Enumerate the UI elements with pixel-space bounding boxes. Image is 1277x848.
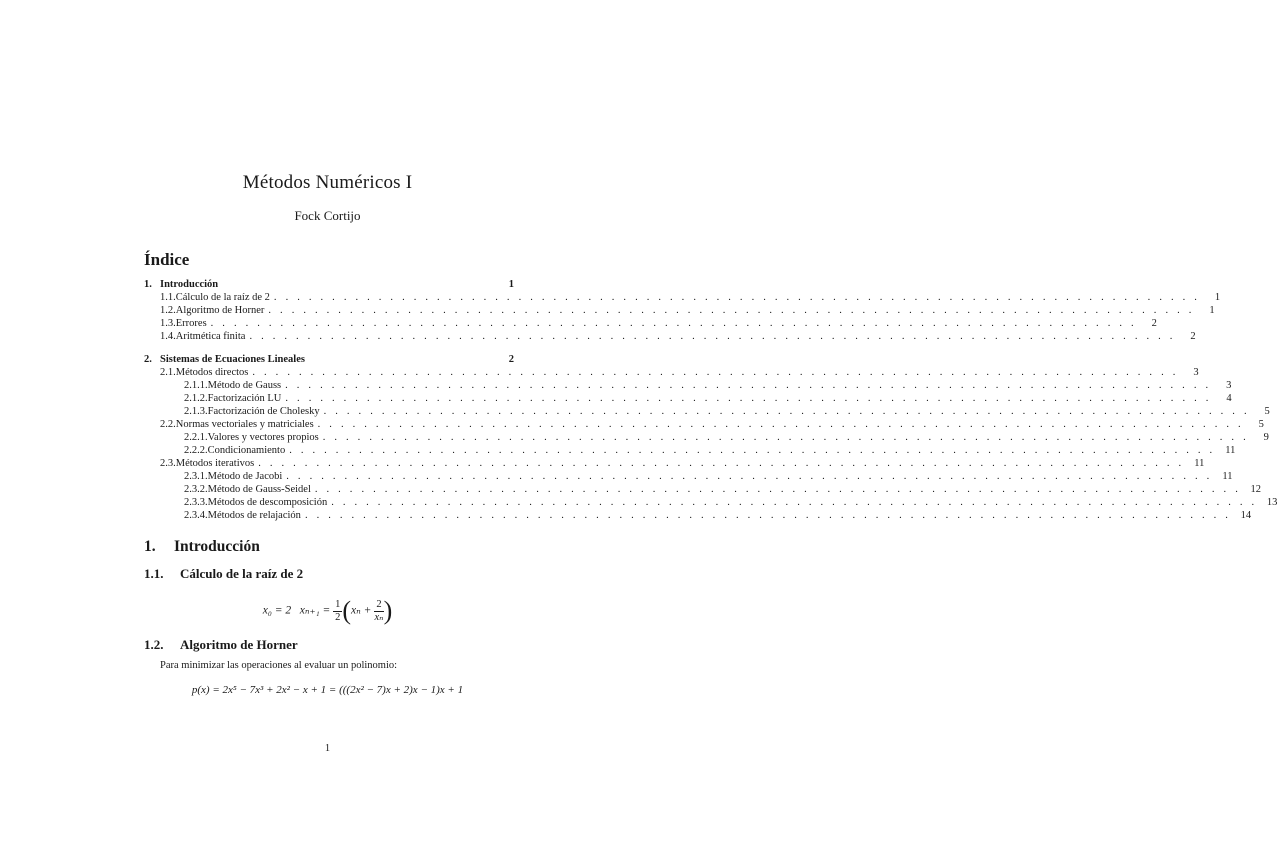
toc-leader-dots: . . . . . . . . . . . . . . . . . . . . . . . . . . . . . . . . . . . . . . . . . . . . . . . . . . . . . . . . . . . . . . . . . . . . . . . . . . . . . . . . (252, 367, 1179, 378)
toc-entry-title: Introducción (160, 279, 219, 290)
toc-entry-page: 2 (508, 354, 514, 365)
toc-entry-title: Métodos de descomposición (207, 497, 328, 508)
section-heading (144, 538, 260, 556)
toc-entry-page: 5 (1264, 406, 1270, 417)
toc-entry-number: 2.3. (160, 458, 176, 469)
toc-entry-title: Condicionamiento (207, 445, 286, 456)
fraction-denominator: 2 (335, 611, 341, 623)
toc-entry[interactable] (144, 418, 1264, 431)
toc-entry[interactable] (144, 379, 1232, 392)
toc-leader-dots: . . . . . . . . . . . . . . . . . . . . . . . . . . . . . . . . . . . . . . . . . . . . . . . . . . . . . . . . . . . . . . . . . . . . . . . . . . . . . . . . (323, 406, 1250, 417)
toc-leader-dots: . . . . . . . . . . . . . . . . . . . . . . . . . . . . . . . . . . . . . . . . . . . . . . . . . . . . . . . . . . . . . . . . . . . . . . . . . . . . . . . . (286, 471, 1213, 482)
fraction-two-over-xn (374, 599, 383, 624)
toc-leader-dots: . . . . . . . . . . . . . . . . . . . . . . . . . . . . . . . . . . . . . . . . . . . . . . . . . . . . . . . . . . . . . . . . . . . . . . . . . . . . . . . . (268, 305, 1195, 316)
toc-entry-title: Sistemas de Ecuaciones Lineales (160, 354, 305, 365)
toc-entry-page: 11 (1222, 471, 1233, 482)
toc-entry-number: 2.2.2. (184, 445, 208, 456)
subsection-number: 1.1. (144, 566, 164, 581)
toc-entry-number: 2.3.3. (184, 497, 208, 508)
toc-entry-number: 2.3.2. (184, 484, 208, 495)
toc-entry-number: 2.1. (160, 367, 176, 378)
toc-entry[interactable] (144, 304, 1215, 317)
fraction-one-half (333, 599, 342, 624)
toc-entry-page: 1 (1209, 305, 1215, 316)
toc-entry-page: 9 (1263, 432, 1269, 443)
toc-leader-dots: . . . . . . . . . . . . . . . . . . . . . . . . . . . . . . . . . . . . . . . . . . . . . . . . . . . . . . . . . . . . . . . . . . . . . . . . . . . . . . . . (258, 458, 1185, 469)
toc-entry-page: 4 (1226, 393, 1232, 404)
toc-entry[interactable] (144, 431, 1269, 444)
sqrt2-iteration-equation (0, 598, 655, 624)
toc-entry-page: 12 (1250, 484, 1262, 495)
section-title: Introducción (174, 538, 260, 555)
toc-entry-number: 2.2. (160, 419, 176, 430)
toc-entry-title: Método de Gauss (207, 380, 282, 391)
toc-entry-page: 2 (1151, 318, 1157, 329)
toc-entry[interactable] (144, 392, 1232, 405)
toc-heading: Índice (144, 250, 190, 269)
toc-entry[interactable] (144, 405, 1270, 418)
toc-entry[interactable] (144, 444, 1236, 457)
toc-entry-title: Métodos de relajación (207, 510, 301, 521)
toc-leader-dots: . . . . . . . . . . . . . . . . . . . . . . . . . . . . . . . . . . . . . . . . . . . . . . . . . . . . . . . . . . . . . . . . . . . . . . . . . . . . . . . . (331, 497, 1258, 508)
toc-entry-number: 1.1. (160, 292, 176, 303)
toc-entry-number: 1.3. (160, 318, 176, 329)
eq-initial: x₀ = 2 (262, 604, 292, 617)
toc-entry-title: Algoritmo de Horner (175, 305, 265, 316)
toc-entry-title: Valores y vectores propios (207, 432, 319, 443)
toc-entry[interactable] (144, 496, 1277, 509)
toc-leader-dots: . . . . . . . . . . . . . . . . . . . . . . . . . . . . . . . . . . . . . . . . . . . . . . . . . . . . . . . . . . . . . . . . . . . . . . . . . . . . . . . . (285, 380, 1212, 391)
toc-entry-number: 1. (144, 279, 152, 290)
body-paragraph: Para minimizar las operaciones al evaluar un polinomio: (160, 660, 398, 671)
toc-entry-title: Errores (175, 318, 207, 329)
fraction-numerator: 1 (335, 598, 341, 610)
toc-leader-dots: . . . . . . . . . . . . . . . . . . . . . . . . . . . . . . . . . . . . . . . . . . . . . . . . . . . . . . . . . . . . . . . . . . . . . . . . . . . . . . . . (322, 432, 1249, 443)
toc-entry-number: 2.1.2. (184, 393, 208, 404)
document-title: Métodos Numéricos I (242, 172, 413, 193)
toc-leader-dots: . . . . . . . . . . . . . . . . . . . . . . . . . . . . . . . . . . . . . . . . . . . . . . . . . . . . . . . . . . . . . . . . . . . . . . . . . . . . . . . . (304, 510, 1232, 521)
left-paren: ( (342, 596, 352, 625)
subsection-number: 1.2. (144, 637, 164, 652)
toc-leader-dots: . . . . . . . . . . . . . . . . . . . . . . . . . . . . . . . . . . . . . . . . . . . . . . . . . . . . . . . . . . . . . . . . . . . . . . . . . . . . . . . . (249, 331, 1176, 342)
toc-leader-dots: . . . . . . . . . . . . . . . . . . . . . . . . . . . . . . . . . . . . . . . . . . . . . . . . . . . . . . . . . . . . . . . . . . . . . . . . . . . . . . . . (317, 419, 1244, 430)
toc-entry-page: 1 (508, 279, 514, 290)
toc-leader-dots: . . . . . . . . . . . . . . . . . . . . . . . . . . . . . . . . . . . . . . . . . . . . . . . . . . . . . . . . . . . . . . . . . . . . . . . . . . . . . . . . (289, 445, 1216, 456)
subsection-title: Cálculo de la raíz de 2 (180, 566, 304, 581)
subsection-heading (144, 637, 298, 653)
toc-chapter-entry[interactable] (144, 353, 514, 366)
page-number: 1 (324, 743, 331, 754)
horner-equation: p(x) = 2x⁵ − 7x³ + 2x² − x + 1 = (((2x² − 7)x + 2)x − 1)x + 1 (191, 684, 464, 696)
toc-leader-dots: . . . . . . . . . . . . . . . . . . . . . . . . . . . . . . . . . . . . . . . . . . . . . . . . . . . . . . . . . . . . . . . . . . . . . . . . . . . . . . . . (314, 484, 1242, 495)
eq-recurrence-lhs: xₙ₊₁ = (299, 604, 331, 617)
document-author: Fock Cortijo (294, 208, 361, 223)
eq-inner-term: xₙ + (351, 604, 372, 617)
toc-leader-dots: . . . . . . . . . . . . . . . . . . . . . . . . . . . . . . . . . . . . . . . . . . . . . . . . . . . . . . . . . . . . . . . . . . . . . . . . . . . . . . . . (273, 292, 1201, 303)
toc-entry-page: 1 (1214, 292, 1221, 303)
toc-entry[interactable] (144, 509, 1252, 522)
fraction-denominator: xₙ (374, 611, 384, 623)
toc-entry-title: Aritmética finita (175, 331, 246, 342)
toc-entry-page: 5 (1258, 419, 1264, 430)
toc-entry-number: 2. (144, 354, 152, 365)
toc-entry[interactable] (144, 470, 1233, 483)
toc-entry[interactable] (144, 317, 1157, 330)
toc-entry[interactable] (144, 366, 1199, 379)
toc-entry[interactable] (144, 483, 1262, 496)
toc-entry-number: 2.1.1. (184, 380, 208, 391)
toc-entry-number: 2.3.4. (184, 510, 208, 521)
toc-entry-title: Métodos iterativos (175, 458, 255, 469)
right-paren: ) (383, 596, 393, 625)
toc-entry-page: 14 (1240, 510, 1252, 521)
toc-entry-number: 2.2.1. (184, 432, 208, 443)
toc-entry-number: 1.4. (160, 331, 176, 342)
toc-entry-number: 2.1.3. (184, 406, 208, 417)
toc-entry-title: Factorización de Cholesky (207, 406, 320, 417)
toc-entry[interactable] (144, 330, 1196, 343)
toc-entry-title: Factorización LU (207, 393, 282, 404)
toc-entry[interactable] (144, 291, 1221, 304)
toc-entry-number: 1.2. (160, 305, 176, 316)
toc-chapter-entry[interactable] (144, 278, 514, 291)
toc-entry-title: Cálculo de la raíz de 2 (175, 292, 270, 303)
fraction-numerator: 2 (376, 598, 382, 610)
section-number: 1. (144, 538, 156, 555)
toc-entry-page: 3 (1226, 380, 1232, 391)
toc-entry-title: Normas vectoriales y matriciales (175, 419, 314, 430)
toc-entry-number: 2.3.1. (184, 471, 208, 482)
toc-entry-page: 11 (1225, 445, 1236, 456)
toc-entry-page: 3 (1193, 367, 1199, 378)
toc-entry-page: 13 (1266, 497, 1277, 508)
toc-entry-page: 2 (1190, 331, 1196, 342)
subsection-heading (144, 566, 303, 582)
toc-entry[interactable] (144, 457, 1205, 470)
toc-leader-dots: . . . . . . . . . . . . . . . . . . . . . . . . . . . . . . . . . . . . . . . . . . . . . . . . . . . . . . . . . . . . . . . . . . . . . . . . . . . . . . . . (285, 393, 1212, 404)
toc-entry-page: 11 (1194, 458, 1205, 469)
toc-entry-title: Método de Jacobi (207, 471, 283, 482)
subsection-title: Algoritmo de Horner (180, 637, 298, 652)
toc-leader-dots: . . . . . . . . . . . . . . . . . . . . . . . . . . . . . . . . . . . . . . . . . . . . . . . . . . . . . . . . . . . . . . . . . . . . . . . . . . . . . . . . (210, 318, 1137, 329)
toc-entry-title: Método de Gauss-Seidel (207, 484, 311, 495)
table-of-contents (144, 278, 1277, 522)
toc-entry-title: Métodos directos (175, 367, 249, 378)
